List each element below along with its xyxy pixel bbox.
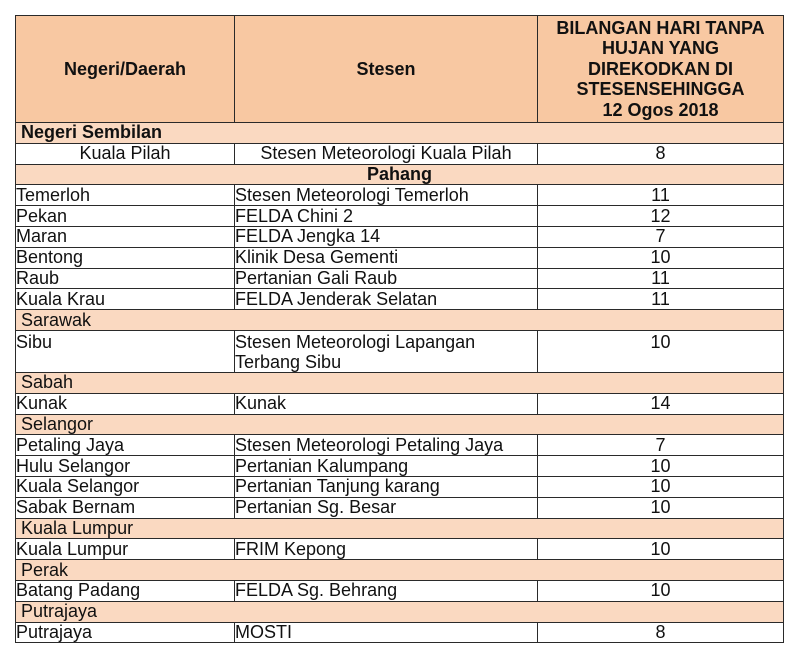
station-cell: Kunak bbox=[235, 393, 538, 414]
state-section-label: Pahang bbox=[16, 164, 784, 185]
table-row bbox=[16, 185, 784, 206]
region-cell: Kuala Krau bbox=[16, 289, 235, 310]
region-cell: Sabak Bernam bbox=[16, 497, 235, 518]
station-cell: MOSTI bbox=[235, 622, 538, 643]
days-cell: 10 bbox=[538, 497, 784, 518]
table-row bbox=[16, 268, 784, 289]
days-cell: 11 bbox=[538, 289, 784, 310]
region-cell: Petaling Jaya bbox=[16, 435, 235, 456]
days-cell: 10 bbox=[538, 330, 784, 372]
station-cell: FRIM Kepong bbox=[235, 539, 538, 560]
header-station: Stesen bbox=[235, 16, 538, 123]
days-cell: 7 bbox=[538, 435, 784, 456]
days-cell: 8 bbox=[538, 622, 784, 643]
days-cell: 8 bbox=[538, 143, 784, 164]
station-cell: Pertanian Gali Raub bbox=[235, 268, 538, 289]
table-row bbox=[16, 393, 784, 414]
header-days-line: DIREKODKAN DI bbox=[587, 58, 733, 79]
region-cell: Putrajaya bbox=[16, 622, 235, 643]
station-cell: Klinik Desa Gementi bbox=[235, 247, 538, 268]
table-row bbox=[16, 435, 784, 456]
station-cell: Stesen Meteorologi Lapangan Terbang Sibu bbox=[235, 330, 538, 372]
days-cell: 10 bbox=[538, 476, 784, 497]
state-section-label: Negeri Sembilan bbox=[16, 123, 784, 144]
region-cell: Pekan bbox=[16, 206, 235, 227]
header-days-line: BILANGAN HARI TANPA bbox=[556, 17, 765, 38]
station-cell: Stesen Meteorologi Petaling Jaya bbox=[235, 435, 538, 456]
station-cell: FELDA Sg. Behrang bbox=[235, 580, 538, 601]
rainless-days-table bbox=[15, 15, 784, 643]
state-section-row bbox=[16, 414, 784, 435]
station-cell: FELDA Chini 2 bbox=[235, 206, 538, 227]
table-row bbox=[16, 476, 784, 497]
station-cell: FELDA Jengka 14 bbox=[235, 226, 538, 247]
state-section-label: Sabah bbox=[16, 372, 784, 393]
station-cell: Pertanian Kalumpang bbox=[235, 456, 538, 477]
days-cell: 14 bbox=[538, 393, 784, 414]
state-section-row bbox=[16, 372, 784, 393]
header-days-line: STESENSEHINGGA bbox=[576, 79, 745, 100]
region-cell: Sibu bbox=[16, 330, 235, 372]
state-section-row bbox=[16, 310, 784, 331]
region-cell: Temerloh bbox=[16, 185, 235, 206]
state-section-label: Sarawak bbox=[16, 310, 784, 331]
table-header-row bbox=[16, 16, 784, 123]
region-cell: Kuala Selangor bbox=[16, 476, 235, 497]
station-cell: FELDA Jenderak Selatan bbox=[235, 289, 538, 310]
region-cell: Bentong bbox=[16, 247, 235, 268]
region-cell: Maran bbox=[16, 226, 235, 247]
table-row bbox=[16, 206, 784, 227]
state-section-row bbox=[16, 164, 784, 185]
days-cell: 10 bbox=[538, 539, 784, 560]
station-cell: Pertanian Sg. Besar bbox=[235, 497, 538, 518]
table-row bbox=[16, 539, 784, 560]
days-cell: 11 bbox=[538, 185, 784, 206]
header-days-line: 12 Ogos 2018 bbox=[602, 99, 719, 120]
days-cell: 10 bbox=[538, 580, 784, 601]
days-cell: 7 bbox=[538, 226, 784, 247]
state-section-label: Selangor bbox=[16, 414, 784, 435]
region-cell: Raub bbox=[16, 268, 235, 289]
region-cell: Kunak bbox=[16, 393, 235, 414]
station-cell: Stesen Meteorologi Kuala Pilah bbox=[235, 143, 538, 164]
station-cell: Pertanian Tanjung karang bbox=[235, 476, 538, 497]
table-row bbox=[16, 247, 784, 268]
days-cell: 10 bbox=[538, 456, 784, 477]
state-section-row bbox=[16, 560, 784, 581]
region-cell: Batang Padang bbox=[16, 580, 235, 601]
header-days bbox=[538, 16, 784, 123]
table-row bbox=[16, 289, 784, 310]
header-region: Negeri/Daerah bbox=[16, 16, 235, 123]
table-row bbox=[16, 497, 784, 518]
table-row bbox=[16, 330, 784, 372]
table-row bbox=[16, 456, 784, 477]
region-cell: Kuala Pilah bbox=[16, 143, 235, 164]
header-days-line: HUJAN YANG bbox=[601, 38, 720, 59]
station-cell: Stesen Meteorologi Temerloh bbox=[235, 185, 538, 206]
state-section-label: Putrajaya bbox=[16, 601, 784, 622]
days-cell: 11 bbox=[538, 268, 784, 289]
state-section-row bbox=[16, 601, 784, 622]
table-row bbox=[16, 580, 784, 601]
days-cell: 10 bbox=[538, 247, 784, 268]
table-row bbox=[16, 226, 784, 247]
region-cell: Kuala Lumpur bbox=[16, 539, 235, 560]
region-cell: Hulu Selangor bbox=[16, 456, 235, 477]
table-row bbox=[16, 143, 784, 164]
table-row bbox=[16, 622, 784, 643]
state-section-row bbox=[16, 123, 784, 144]
days-cell: 12 bbox=[538, 206, 784, 227]
state-section-row bbox=[16, 518, 784, 539]
state-section-label: Perak bbox=[16, 560, 784, 581]
state-section-label: Kuala Lumpur bbox=[16, 518, 784, 539]
